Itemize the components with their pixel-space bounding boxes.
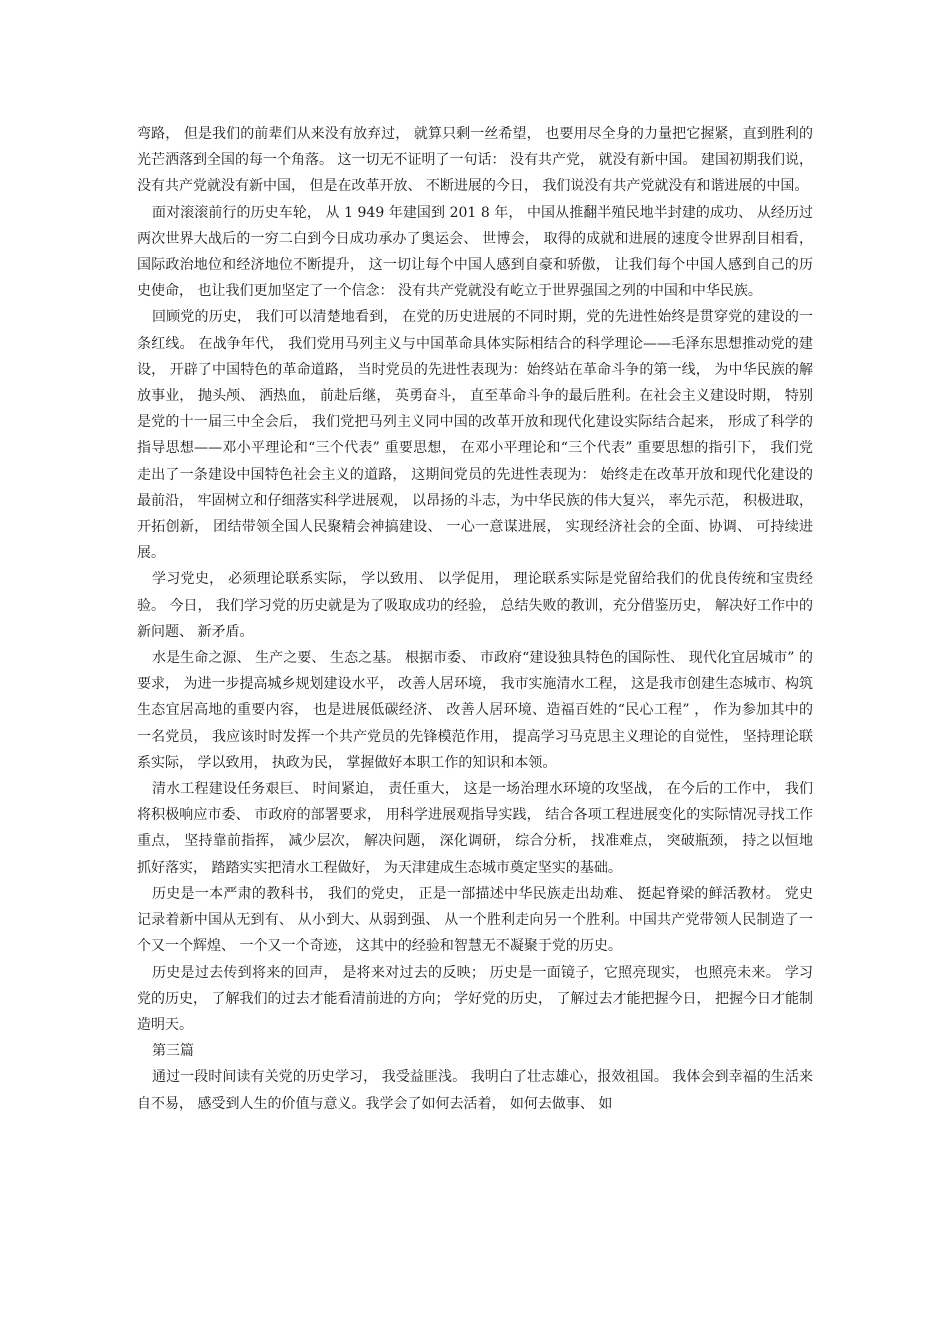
paragraph-8: 历史是过去传到将来的回声， 是将来对过去的反映； 历史是一面镜子，它照亮现实， 也照亮未来。 学习党的历史， 了解我们的过去才能看清前进的方向； 学好党的历史， 了解过去才能把握今日， 把握今日才能制造明天。	[137, 964, 813, 1033]
paragraph-5: 水是生命之源、 生产之要、 生态之基。 根据市委、 市政府“建设独具特色的国际性、 现代化宜居城市” 的要求， 为进一步提高城乡规划建设水平， 改善人居环境， 我市实施清水工程， 这是我市创建生态城市、构筑生态宜居高地的重要内容， 也是进展低碳经济、 改善人居环境、造福百姓的“民心工程” ， 作为参加其中的一名党员， 我应该时时发挥一个共产党员的先锋模范作用， 提高学习马克思主义理论的自觉性， 坚持理论联系实际， 学以致用， 执政为民， 掌握做好本职工作的知识和本领。	[137, 650, 813, 771]
paragraph-1: 弯路， 但是我们的前辈们从来没有放弃过， 就算只剩一丝希望， 也要用尽全身的力量把它握紧，直到胜利的光芒洒落到全国的每一个角落。 这一切无不证明了一句话： 没有共产党， 就没有新中国。 建国初期我们说， 没有共产党就没有新中国， 但是在改革开放、 不断进展的今日， 我们说没有共产党就没有和谐进展的中国。	[137, 126, 813, 195]
paragraph-7: 历史是一本严肃的教科书， 我们的党史， 正是一部描述中华民族走出劫难、 挺起脊梁的鲜活教材。 党史记录着新中国从无到有、 从小到大、从弱到强、 从一个胜利走向另一个胜利。中国共产党带领人民制造了一个又一个辉煌、 一个又一个奇迹， 这其中的经验和智慧无不凝聚于党的历史。	[137, 885, 813, 955]
paragraph-2: 面对滚滚前行的历史车轮， 从 1 949 年建国到 201 8 年， 中国从推翻半殖民地半封建的成功、 从经历过两次世界大战后的一穷二白到今日成功承办了奥运会、 世博会， 取得的成就和进展的速度令世界刮目相看， 国际政治地位和经济地位不断提升， 这一切让每个中国人感到自豪和骄傲， 让我们每个中国人感到自己的历史使命， 也让我们更加坚定了一个信念： 没有共产党就没有屹立于世界强国之列的中国和中华民族。	[137, 204, 813, 300]
paragraph-6: 清水工程建设任务艰巨、 时间紧迫， 责任重大， 这是一场治理水环境的攻坚战， 在今后的工作中， 我们将积极响应市委、 市政府的部署要求， 用科学进展观指导实践， 结合各项工程进展变化的实际情况寻找工作重点， 坚持靠前指挥， 减少层次， 解决问题， 深化调研， 综合分析， 找准难点， 突破瓶颈， 持之以恒地抓好落实， 踏踏实实把清水工程做好， 为天津建成生态城市奠定坚实的基础。	[137, 781, 813, 876]
document-body	[137, 121, 813, 1117]
paragraph-3: 回顾党的历史， 我们可以清楚地看到， 在党的历史进展的不同时期，党的先进性始终是贯穿党的建设的一条红线。 在战争年代， 我们党用马列主义与中国革命具体实际相结合的科学理论——毛泽东思想推动党的建设， 开辟了中国特色的革命道路， 当时党员的先进性表现为：始终站在革命斗争的第一线， 为中华民族的解放事业， 抛头颅、 洒热血， 前赴后继， 英勇奋斗， 直至革命斗争的最后胜利。在社会主义建设时期， 特别是党的十一届三中全会后， 我们党把马列主义同中国的改革开放和现代化建设实际结合起来， 形成了科学的指导思想——邓小平理论和“三个代表” 重要思想， 在邓小平理论和“三个代表” 重要思想的指引下， 我们党走出了一条建设中国特色社会主义的道路， 这期间党员的先进性表现为： 始终走在改革开放和现代化建设的最前沿， 牢固树立和仔细落实科学进展观， 以昂扬的斗志，为中华民族的伟大复兴， 率先示范， 积极进取， 开拓创新， 团结带领全国人民聚精会神搞建设、 一心一意谋进展， 实现经济社会的全面、协调、 可持续进展。	[137, 309, 813, 562]
paragraph-4: 学习党史， 必须理论联系实际， 学以致用、 以学促用， 理论联系实际是党留给我们的优良传统和宝贵经验。 今日， 我们学习党的历史就是为了吸取成功的经验， 总结失败的教训，充分借鉴历史， 解决好工作中的新问题、 新矛盾。	[137, 571, 813, 640]
paragraph-9: 通过一段时间读有关党的历史学习， 我受益匪浅。 我明白了壮志雄心，报效祖国。 我体会到幸福的生活来自不易， 感受到人生的价值与意义。我学会了如何去活着， 如何去做事、 如	[137, 1069, 813, 1112]
section-heading: 第三篇	[152, 1043, 194, 1060]
